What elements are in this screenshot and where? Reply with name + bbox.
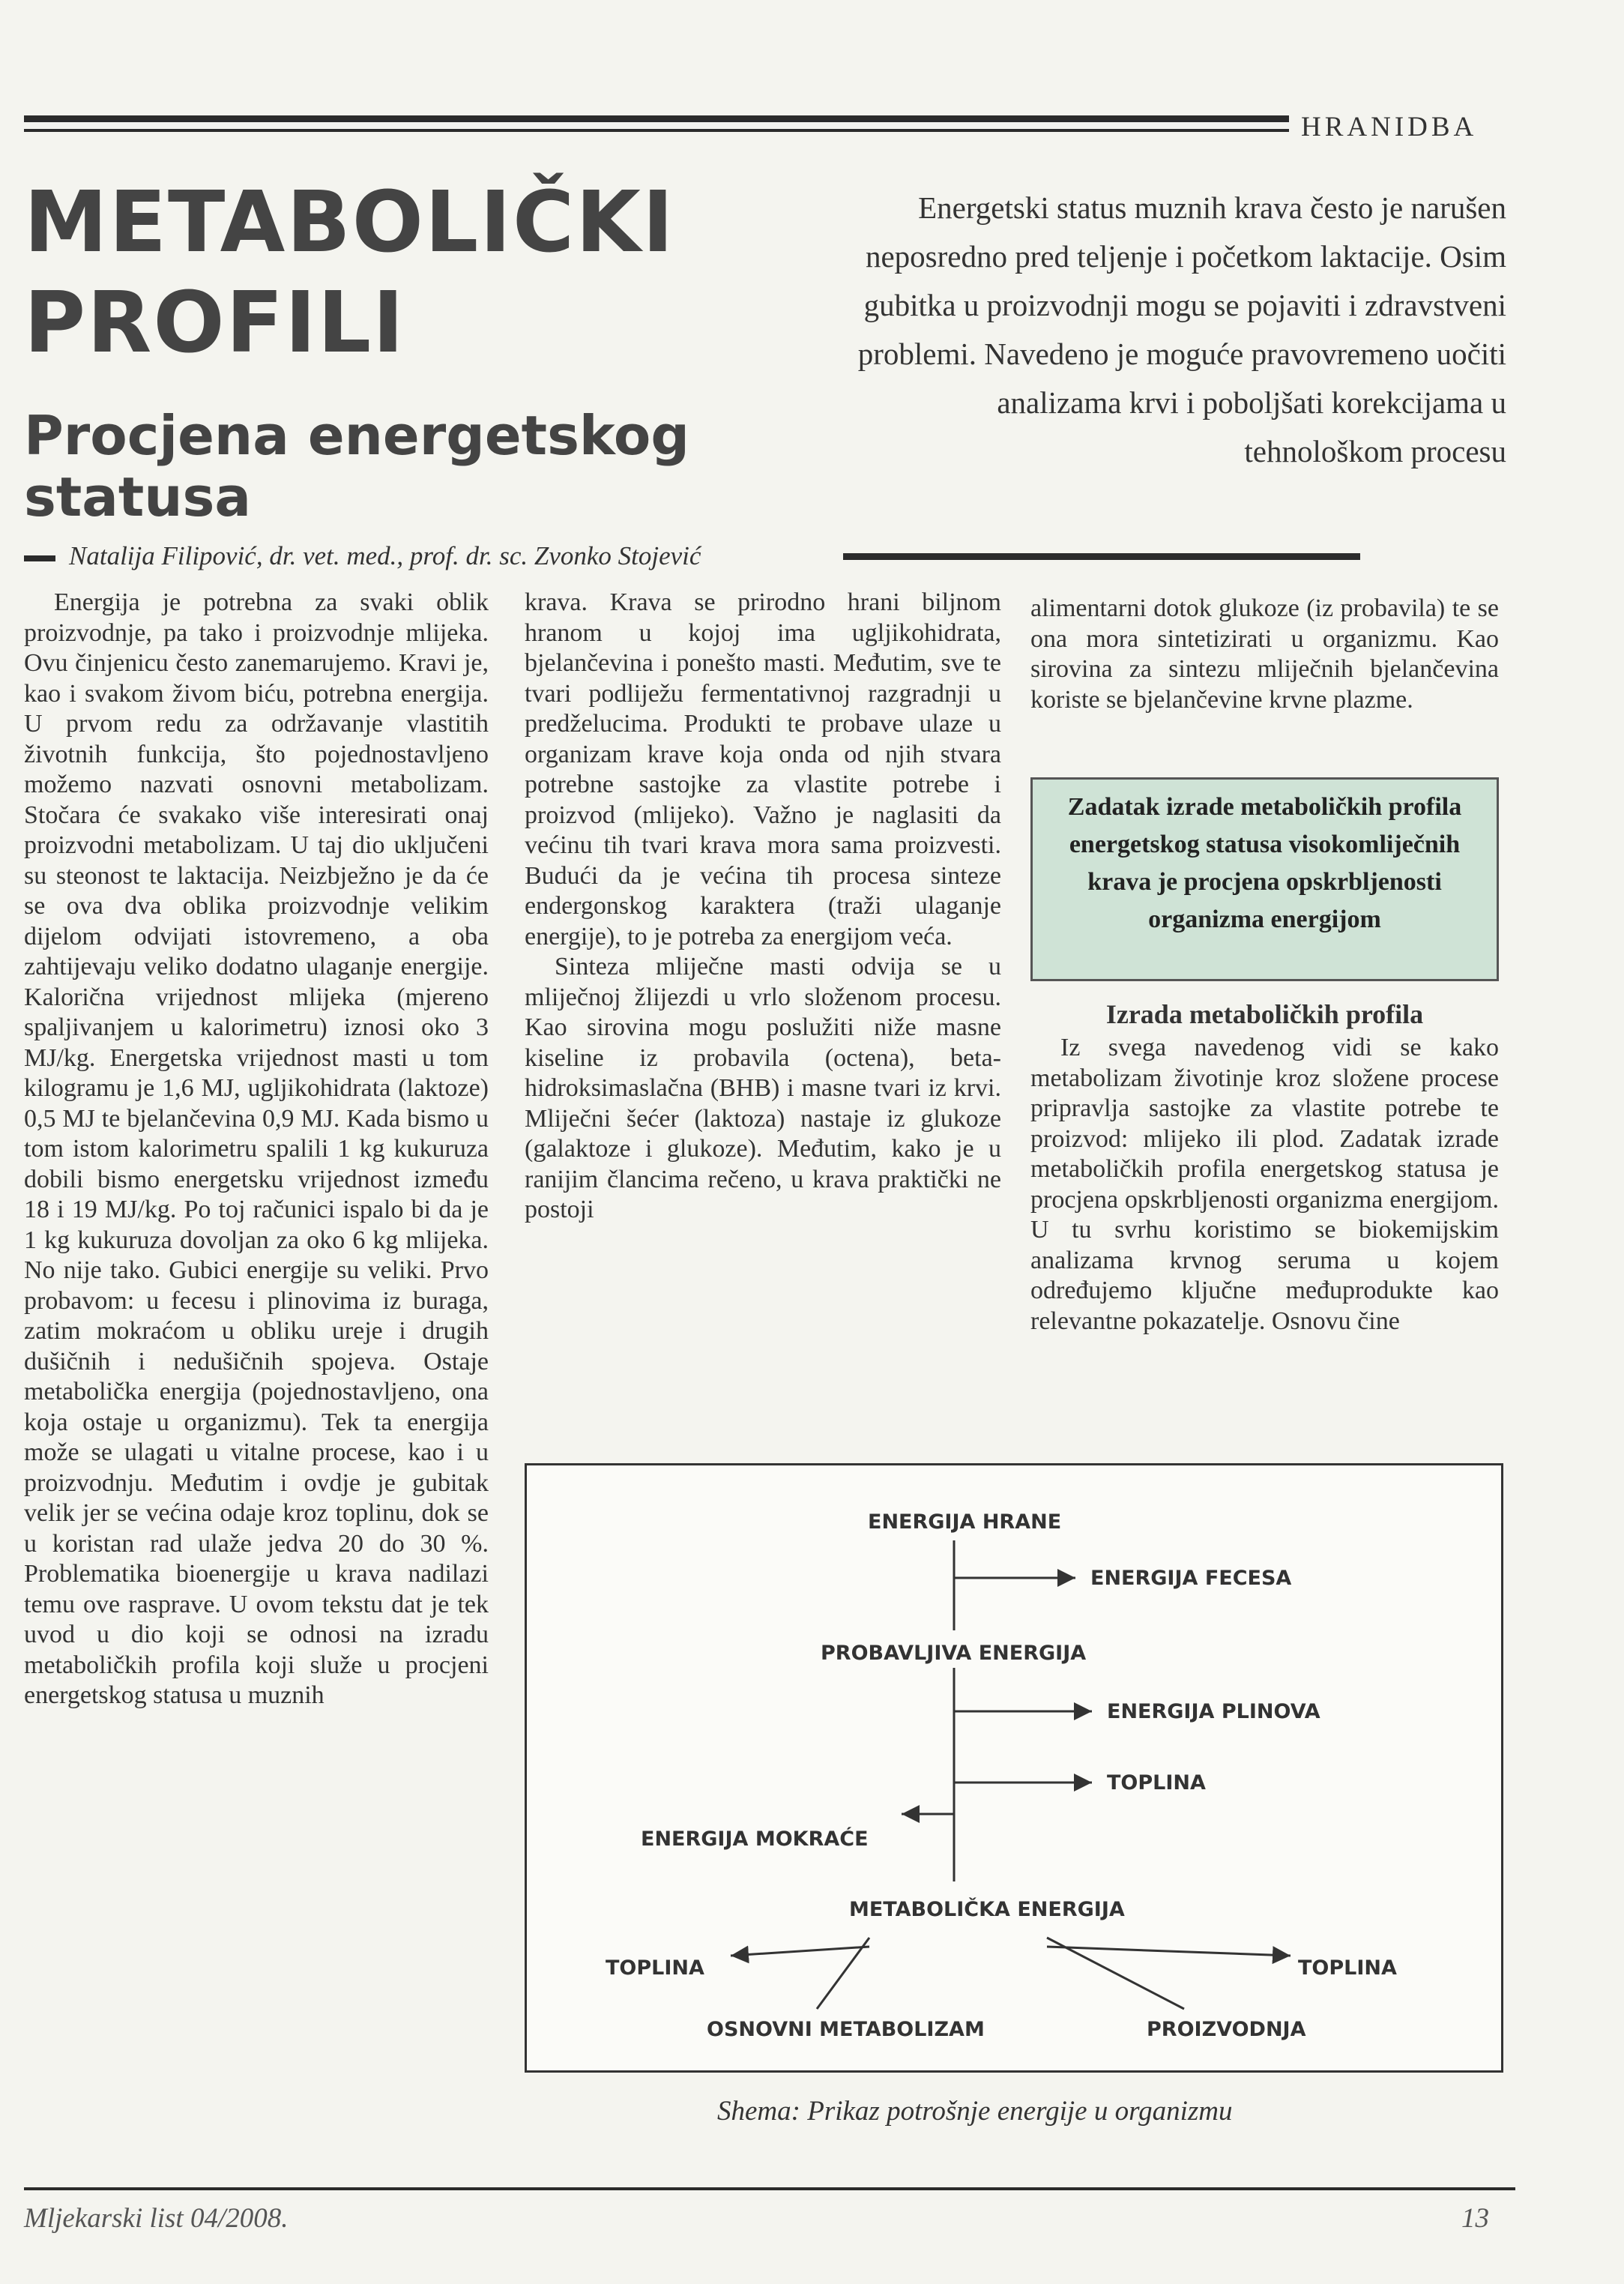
label-energija-plinova: ENERGIJA PLINOVA	[1107, 1700, 1320, 1723]
title-line-2: PROFILI	[24, 274, 405, 372]
section-label: HRANIDBA	[1301, 112, 1478, 142]
column-2-paragraph-1: krava. Krava se prirodno hrani biljnom hranom u kojoj ima ugljikohidrata, bjelančevina i ponešto masti. Međutim, sve te tvari podliježu fermentativnoj razgradnji u predželucima. Produkti te probave ulaze u organizam krave koja onda od njih stvara potrebne sastojke za vlastite potrebe i proizvod (mlijeko). Važno je naglasiti da većinu tih tvari krava mora sama proizvesti. Budući da je većina tih procesa sinteze endergonskog karaktera (traži ulaganje energije), to je potreba za energijom veća.	[525, 588, 1001, 950]
label-toplina-right: TOPLINA	[1298, 1956, 1397, 1980]
lead-paragraph: Energetski status muznih krava često je narušen neposredno pred teljenje i početkom laktacije. Osim gubitka u proizvodnji mogu se pojaviti i zdravstveni problemi. Navedeno je moguće pravovremeno uočiti analizama krvi i poboljšati korekcijama u tehnološkom procesu	[857, 190, 1506, 468]
label-metabolicka-energija: METABOLIČKA ENERGIJA	[849, 1898, 1125, 1921]
footer-page-number: 13	[1461, 2203, 1489, 2234]
footer-publication: Mljekarski list 04/2008.	[24, 2203, 289, 2234]
label-toplina-1: TOPLINA	[1107, 1771, 1206, 1795]
arrow-to-toplina-left	[731, 1947, 869, 1956]
arrow-to-toplina-right	[1047, 1947, 1291, 1956]
diagram-caption: Shema: Prikaz potrošnje energije u organizmu	[717, 2096, 1233, 2127]
subtitle-line-2: statusa	[24, 465, 251, 528]
subtitle-line-1: Procjena energetskog	[24, 404, 689, 467]
column-3-paragraph-1: alimentarni dotok glukoze (iz probavila) te se ona mora sintetizirati u organizmu. Kao sirovina za sintezu mliječnih bjelančevina koriste se bjelančevine krvne plazme.	[1030, 594, 1499, 714]
authors: Natalija Filipović, dr. vet. med., prof. dr. sc. Zvonko Stojević	[69, 541, 701, 570]
column-1-text: Energija je potrebna za svaki oblik proizvodnje, pa tako i proizvodnje mlijeka. Ovu činjenicu često zanemarujemo. Kravi je, kao i svakom živom biću, potrebna energija. U prvom redu za održavanje vlastitih životnih funkcija, što pojednostavljeno možemo nazvati osnovni metabolizam. Stočara će svakako više interesirati onaj proizvodni metabolizam. U taj dio uključeni su steonost te laktacija. Neizbježno je da će se ova dva oblika proizvodnje velikim dijelom odvijati istovremeno, a oba zahtijevaju veliko dodatno ulaganje energije. Kalorična vrijednost mlijeka (mjereno spaljivanjem u kalorimetru) iznosi oko 3 MJ/kg. Energetska vrijednost masti u tom kilogramu je 1,6 MJ, ugljikohidrata (laktoze) 0,5 MJ te bjelančevina 0,9 MJ. Kada bismo u tom istom kalorimetru spalili 1 kg kukuruza dobili bismo energetsku vrijednost između 18 i 19 MJ/kg. Po toj računici ispalo bi da je 1 kg kukuruza dovoljan za oko 6 kg mlijeka. No nije tako. Gubici energije su veliki. Prvo probavom: u fecesu i plinovima iz buraga, zatim mokraćom u obliku ureje i drugih dušičnih i nedušičnih spojeva. Ostaje metabolička energija (pojednostavljeno, ona koja ostaje u organizmu). Tek ta energija može se ulagati u vitalne procese, kao i u proizvodnju. Međutim i ovdje je gubitak velik jer se većina odaje kroz toplinu, dok se u koristan rad ulaže jedva 20 do 30 %. Problematika bioenergije u krava nadilazi temu ove rasprave. U ovom tekstu dat je tek uvod u dio koji se odnosi na izradu metaboličkih profila koji služe u procjeni energetskog statusa u muznih	[24, 588, 489, 1709]
label-toplina-left: TOPLINA	[606, 1956, 704, 1980]
label-osnovni-metabolizam: OSNOVNI METABOLIZAM	[707, 2018, 985, 2041]
label-energija-hrane: ENERGIJA HRANE	[868, 1510, 1062, 1534]
section-heading: Izrada metaboličkih profila	[1105, 999, 1424, 1029]
label-proizvodnja: PROIZVODNJA	[1147, 2018, 1306, 2041]
highlight-box: Zadatak izrade metaboličkih profila energetskog statusa visokomliječnih krava je procjena opskrbljenosti organizma energijom	[1030, 777, 1499, 981]
footer-rule	[24, 2187, 1515, 2190]
label-probavljiva-energija: PROBAVLJIVA ENERGIJA	[821, 1642, 1087, 1665]
column-3-paragraph-2: Iz svega navedenog vidi se kako metabolizam životinje kroz složene procese pripravlja sastojke za vlastite potrebe te proizvod: mlijeko ili plod. Zadatak izrade metaboličkih profila energetskog statusa je procjena opskrbljenosti organizma energijom. U tu svrhu koristimo se biokemijskim analizama krvnog seruma u kojem određujemo ključne međuprodukte kao relevantne pokazatelje. Osnovu čine	[1030, 1034, 1499, 1335]
label-energija-fecesa: ENERGIJA FECESA	[1090, 1567, 1292, 1590]
column-2-paragraph-2: Sinteza mliječne masti odvija se u mliječnoj žlijezdi u vrlo složenom procesu. Kao sirovina mogu poslužiti niže masne kiseline iz probavila (octena), beta-hidroksimaslačna (BHB) i masne tvari iz krvi. Mliječni šećer (laktoza) nastaje iz glukoze (galaktoze i glukoze). Međutim, kako je u ranijim člancima rečeno, u krava praktički ne postoji	[525, 953, 1001, 1223]
title-line-1: METABOLIČKI	[24, 174, 675, 271]
label-energija-mokrace: ENERGIJA MOKRAĆE	[641, 1827, 869, 1851]
